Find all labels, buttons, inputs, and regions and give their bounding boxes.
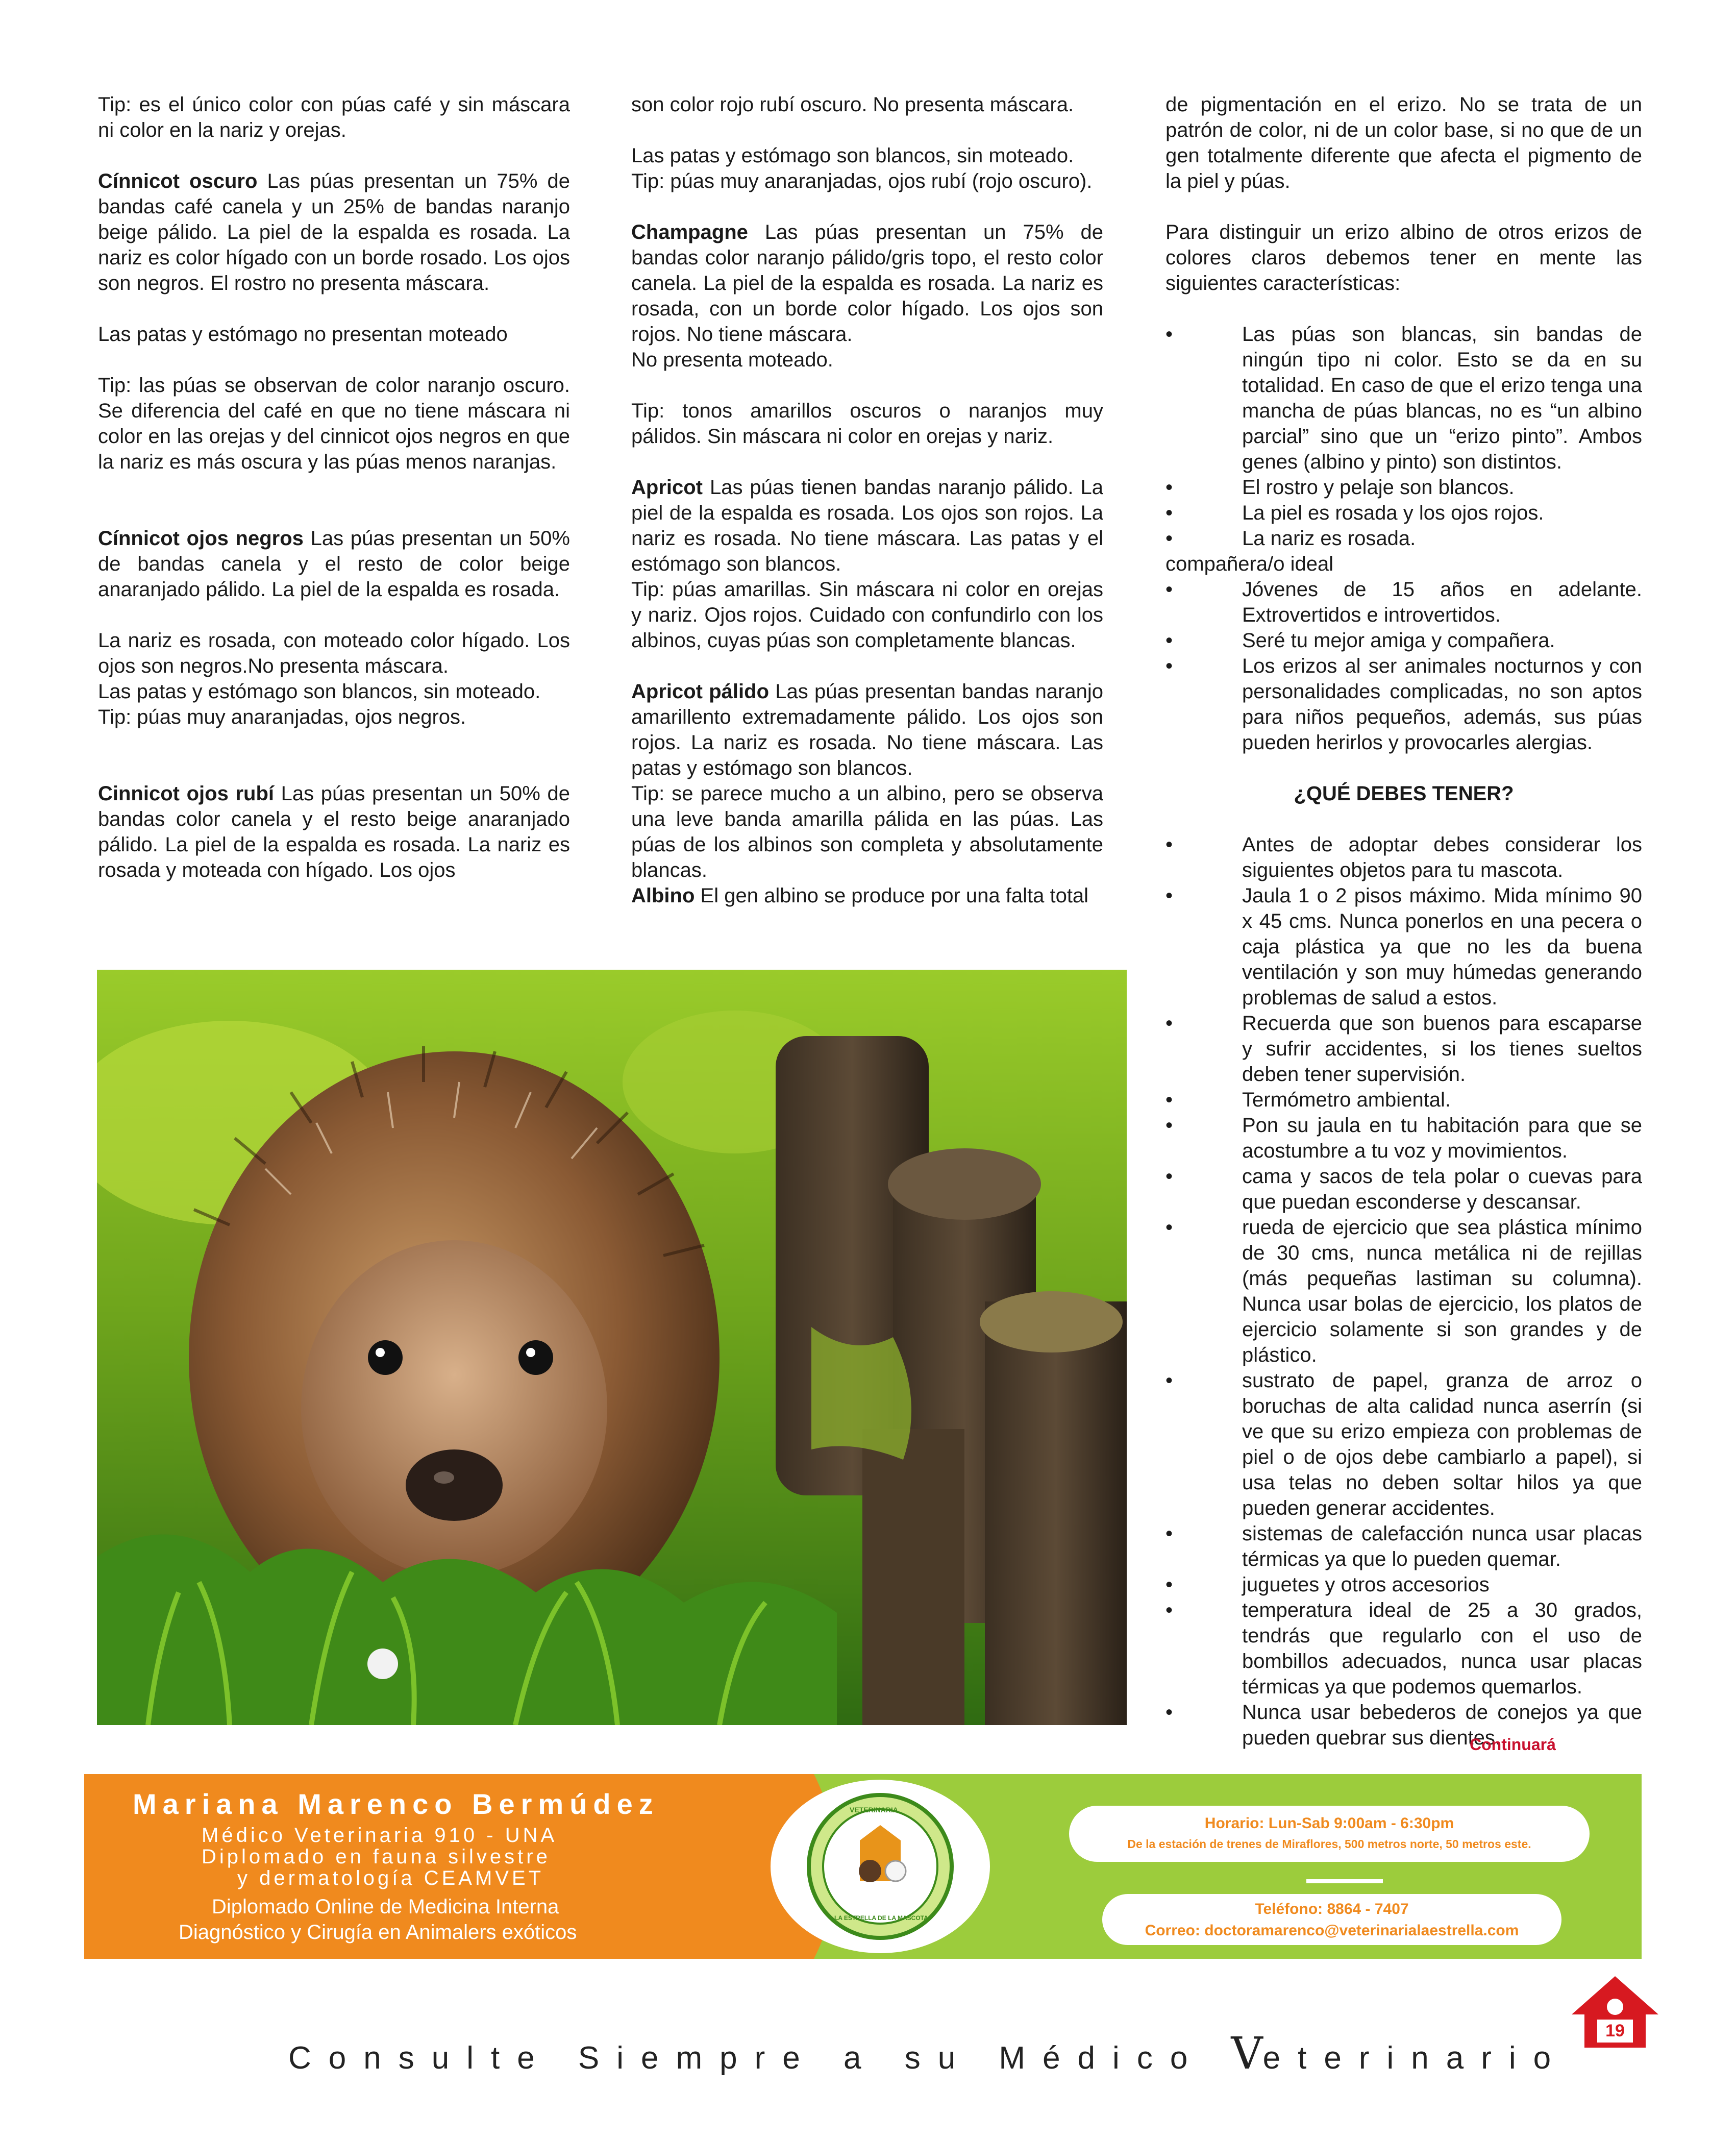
list-item-text: La nariz es rosada. [1242,527,1416,550]
section-title: Cinnicot ojos rubí [98,782,275,805]
text-column-2 [631,92,1103,908]
footer-slogan-text-end: eterinario [1262,2040,1569,2076]
list-item-text: rueda de ejercicio que sea plástica mínimo de 30 cms, nunca metálica ni de rejillas (más pequeñas lastiman su columna). Nunca usar bolas de ejercicio, los platos de ejercicio solamente si son grandes y de plástico. [1242,1216,1642,1366]
list-item-text: temperatura ideal de 25 a 30 grados, tendrás que regularlo con el uso de bombillos adecuados, nunca usar placas térmicas ya que podemos quemarlos. [1242,1599,1642,1698]
list-item-text: sustrato de papel, granza de arroz o boruchas de alta calidad nunca aserrín (si ve que su erizo empieza con problemas de piel o de ojos debe cambiarlo a papel), si usa telas no deben soltar hilos ya que pueden generar accidentes. [1242,1369,1642,1519]
hedgehog-photo [97,970,1127,1725]
paragraph [98,168,570,296]
paragraph: Tip: púas muy anaranjadas, ojos rubí (rojo oscuro). [631,170,1093,192]
vet-name: Mariana Marenco Bermúdez [133,1788,659,1820]
list-item [1165,628,1642,653]
paragraph [631,475,1103,577]
list-item [1165,475,1642,500]
clinic-email: Correo: doctoramarenco@veterinarialaestrella.com [1145,1922,1519,1939]
list-item [1165,1521,1642,1572]
section-title: Cínnicot oscuro [98,170,258,192]
clinic-phone: Teléfono: 8864 - 7407 [1255,1901,1409,1917]
list-item-text: Nunca usar bebederos de conejos ya que pueden quebrar sus dientes. [1242,1701,1642,1749]
paragraph [98,781,570,883]
list-item [1165,1164,1642,1215]
text-column-3 [1165,92,1642,1751]
vet-credential: Diplomado Online de Medicina Interna [212,1896,559,1918]
list-item-text: El rostro y pelaje son blancos. [1242,476,1515,499]
list-item [1165,1113,1642,1164]
bullet: • [1165,1216,1173,1239]
paragraph: de pigmentación en el erizo. No se trata de un patrón de color, ni de un color base, si no que de un gen totalmente diferente que afecta el pigmento de la piel y púas. [1165,93,1642,192]
companion-list [1165,577,1642,755]
clinic-logo-top-text: VETERINARIA [850,1806,898,1814]
paragraph: Tip: las púas se observan de color naranjo oscuro. Se diferencia del café en que no tiene máscara ni color en las orejas y del cinnicot ojos negros en que la nariz es más oscura y las púas menos naranjas. [98,374,570,473]
bullet: • [1165,1599,1173,1621]
bullet: • [1165,502,1173,524]
list-item-text: La piel es rosada y los ojos rojos. [1242,502,1544,524]
section-heading: ¿QUÉ DEBES TENER? [1294,782,1514,805]
list-item [1165,1572,1642,1597]
bullet: • [1165,833,1173,856]
paragraph: La nariz es rosada, con moteado color hígado. Los ojos son negros.No presenta máscara. [98,629,570,677]
paragraph: No presenta moteado. [631,349,833,371]
list-item-text: Jaula 1 o 2 pisos máximo. Mida mínimo 90 x 45 cms. Nunca ponerlos en una pecera o caja plástica ya que no les da buena ventilación y son muy húmedas generando problemas de salud a estos. [1242,884,1642,1009]
paragraph-text: Las púas presentan un 50% de bandas canela y el resto de color beige anaranjado pálido. La piel de la espalda es rosada. [98,527,570,601]
paragraph [631,883,1103,908]
paragraph-text: Las púas tienen bandas naranjo pálido. La piel de la espalda es rosada. Los ojos son rojos. La nariz es rosada. No tiene máscara. Las patas y el estómago son blancos. [631,476,1103,575]
bullet: • [1165,1114,1173,1137]
bullet: • [1165,1522,1173,1545]
paragraph: Tip: púas muy anaranjadas, ojos negros. [98,706,466,728]
list-item [1165,322,1642,475]
bullet: • [1165,1573,1173,1596]
list-item [1165,883,1642,1011]
paragraph [98,526,570,602]
supplies-list [1165,832,1642,1751]
page-number-badge [1569,1971,1661,2053]
paragraph-text: Las púas presentan un 75% de bandas café canela y un 25% de bandas naranjo beige pálido. La piel de la espalda es rosada. La nariz es color hígado con un borde rosado. Los ojos son negros. El rostro no presenta máscara. [98,170,570,294]
clinic-hours: Horario: Lun-Sab 9:00am - 6:30pm [1204,1815,1454,1832]
paragraph: Tip: se parece mucho a un albino, pero se observa una leve banda amarilla pálida en las púas. Las púas de los albinos son completa y absolutamente blancas. [631,782,1103,881]
bullet: • [1165,323,1173,346]
paragraph: Las patas y estómago son blancos, sin moteado. [631,144,1074,167]
bullet: • [1165,884,1173,907]
footer-slogan [288,2028,1568,2079]
paragraph: Las patas y estómago no presentan moteado [98,323,508,346]
paragraph [631,219,1103,347]
clinic-logo-bottom-text: LA ESTRELLA DE LA MASCOTA [834,1914,928,1922]
list-item-text: Los erizos al ser animales nocturnos y con personalidades complicadas, no son aptos para niños pequeños, además, sus púas pueden herirlos y provocarles alergias. [1242,655,1642,754]
list-item-text: Recuerda que son buenos para escaparse y sufrir accidentes, si los tienes sueltos deben tener supervisión. [1242,1012,1642,1086]
section-title: Albino [631,884,695,907]
list-item [1165,1011,1642,1087]
vet-credential: y dermatología CEAMVET [237,1867,544,1889]
continued-label: Continuará [1470,1735,1556,1754]
section-title: Apricot [631,476,703,499]
list-item [1165,1215,1642,1368]
bullet: • [1165,1012,1173,1035]
list-item [1165,1700,1642,1751]
bullet: • [1165,1369,1173,1392]
list-item-text: juguetes y otros accesorios [1242,1573,1490,1596]
paragraph-text: El gen albino se produce por una falta total [695,884,1089,907]
bullet: • [1165,1701,1173,1724]
list-item [1165,1368,1642,1521]
list-item [1165,500,1642,526]
list-item-text: Las púas son blancas, sin bandas de ningún tipo ni color. Esto se da en su totalidad. En caso de que el erizo tenga una mancha de púas blancas, no es “un albino parcial” sino que un “erizo pinto”. Ambos genes (albino y pinto) son distintos. [1242,323,1642,473]
vet-ad-banner [84,1774,1642,1959]
paragraph: Para distinguir un erizo albino de otros erizos de colores claros debemos tener en mente las siguientes características: [1165,221,1642,294]
bullet: • [1165,1089,1173,1111]
page-number: 19 [1605,2021,1625,2040]
paragraph-text: Las púas presentan un 50% de bandas color canela y el resto beige anaranjado pálido. La piel de la espalda es rosada. La nariz es rosada y moteada con hígado. Los ojos [98,782,570,881]
paragraph: Tip: púas amarillas. Sin máscara ni color en orejas y nariz. Ojos rojos. Cuidado con confundirlo con los albinos, cuyas púas son completamente blancas. [631,578,1103,652]
paragraph: son color rojo rubí oscuro. No presenta máscara. [631,93,1074,116]
list-item-text: cama y sacos de tela polar o cuevas para que puedan esconderse y descansar. [1242,1165,1642,1213]
vet-credential: Médico Veterinaria 910 - UNA [202,1824,558,1847]
list-item-text: Jóvenes de 15 años en adelante. Extrovertidos e introvertidos. [1242,578,1642,626]
bullet: • [1165,476,1173,499]
list-item-text: sistemas de calefacción nunca usar placas térmicas ya que lo pueden quemar. [1242,1522,1642,1570]
list-item-text: Antes de adoptar debes considerar los siguientes objetos para tu mascota. [1242,833,1642,881]
section-title: Apricot pálido [631,680,770,703]
clinic-address: De la estación de trenes de Miraflores, 500 metros norte, 50 metros este. [1127,1837,1531,1851]
section-title: Cínnicot ojos negros [98,527,304,550]
list-item [1165,1597,1642,1700]
list-item [1165,653,1642,755]
bullet: • [1165,578,1173,601]
paragraph [631,679,1103,781]
paragraph: Tip: tonos amarillos oscuros o naranjos muy pálidos. Sin máscara ni color en orejas y nariz. [631,400,1103,448]
paragraph: Las patas y estómago son blancos, sin moteado. [98,680,541,703]
list-item [1165,1087,1642,1113]
albino-traits-list [1165,322,1642,551]
list-item [1165,832,1642,883]
paragraph-text: Las púas presentan bandas naranjo amarillento extremadamente pálido. Los ojos son rojos. La nariz es rosada. No tiene máscara. Las patas y estómago son blancos. [631,680,1104,779]
subsection-label: compañera/o ideal [1165,553,1334,575]
list-item-text: Pon su jaula en tu habitación para que se acostumbre a tu voz y movimientos. [1242,1114,1642,1162]
vet-credential: Diagnóstico y Cirugía en Animalers exóticos [179,1921,577,1944]
list-item [1165,577,1642,628]
list-item [1165,526,1642,551]
vet-credential: Diplomado en fauna silvestre [202,1846,551,1868]
bullet: • [1165,629,1173,652]
text-column-1 [98,92,570,908]
list-item-text: Seré tu mejor amiga y compañera. [1242,629,1555,652]
paragraph-text: Las púas presentan un 75% de bandas color naranjo pálido/gris topo, el resto color canela. La piel de la espalda es rosada. La nariz es rosada, con un borde color hígado. Los ojos son rojos. No tiene máscara. [631,221,1103,346]
bullet: • [1165,655,1173,677]
list-item-text: Termómetro ambiental. [1242,1089,1451,1111]
section-title: Champagne [631,221,748,243]
bullet: • [1165,1165,1173,1188]
footer-slogan-text: Consulte Siempre a su Médico [288,2040,1231,2076]
paragraph: Tip: es el único color con púas café y sin máscara ni color en la nariz y orejas. [98,93,570,141]
bullet: • [1165,527,1173,550]
caduceus-v-icon: V [1231,2028,1263,2079]
